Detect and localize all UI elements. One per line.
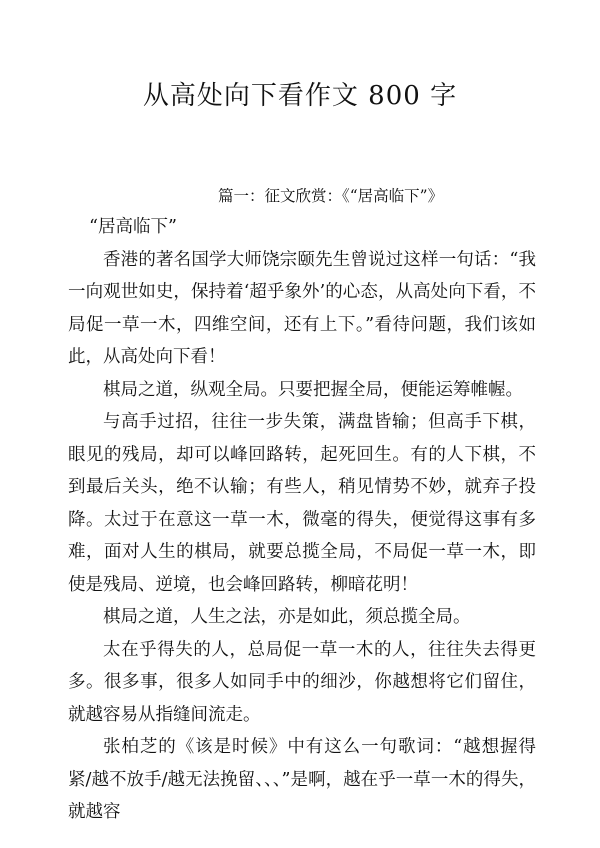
paragraph: 棋局之道，人生之法，亦是如此，须总揽全局。 xyxy=(103,607,471,627)
paragraph: 太在乎得失的人，总局促一草一木的人，往往失去得更多。很多事，很多人如同手中的细沙，你越想将它们留住，就越容易从指缝间流走。 xyxy=(68,639,536,725)
body-text xyxy=(68,211,536,829)
section-subtitle: 篇一：征文欣赏：《“居高临下”》 xyxy=(218,187,444,205)
document-title: 从高处向下看作文 800 字 xyxy=(142,81,458,111)
paragraph: “居高临下” xyxy=(89,217,177,237)
paragraph: 与高手过招，往往一步失策，满盘皆输；但高手下棋，眼见的残局，却可以峰回路转，起死回生。有的人下棋，不到最后关头，绝不认输；有些人，稍见情势不妙，就弃子投降。太过于在意这一草一木，微毫的得失，便觉得这事有多难，面对人生的棋局，就要总揽全局，不局促一草一木，即使是残局、逆境，也会峰回路转，柳暗花明！ xyxy=(68,412,536,595)
paragraph: 张柏芝的《该是时候》中有这么一句歌词：“越想握得紧/越不放手/越无法挽留、、、”是啊，越在乎一草一木的得失，就越容 xyxy=(68,737,536,822)
paragraph: 棋局之道，纵观全局。只要把握全局，便能运筹帷幄。 xyxy=(103,379,523,400)
paragraph: 香港的著名国学大师饶宗颐先生曾说过这样一句话：“我一向观世如史，保持着‘超乎象外’的心态，从高处向下看，不局促一草一木，四维空间，还有上下。”看待问题，我们该如此，从高处向下看！ xyxy=(68,249,536,367)
